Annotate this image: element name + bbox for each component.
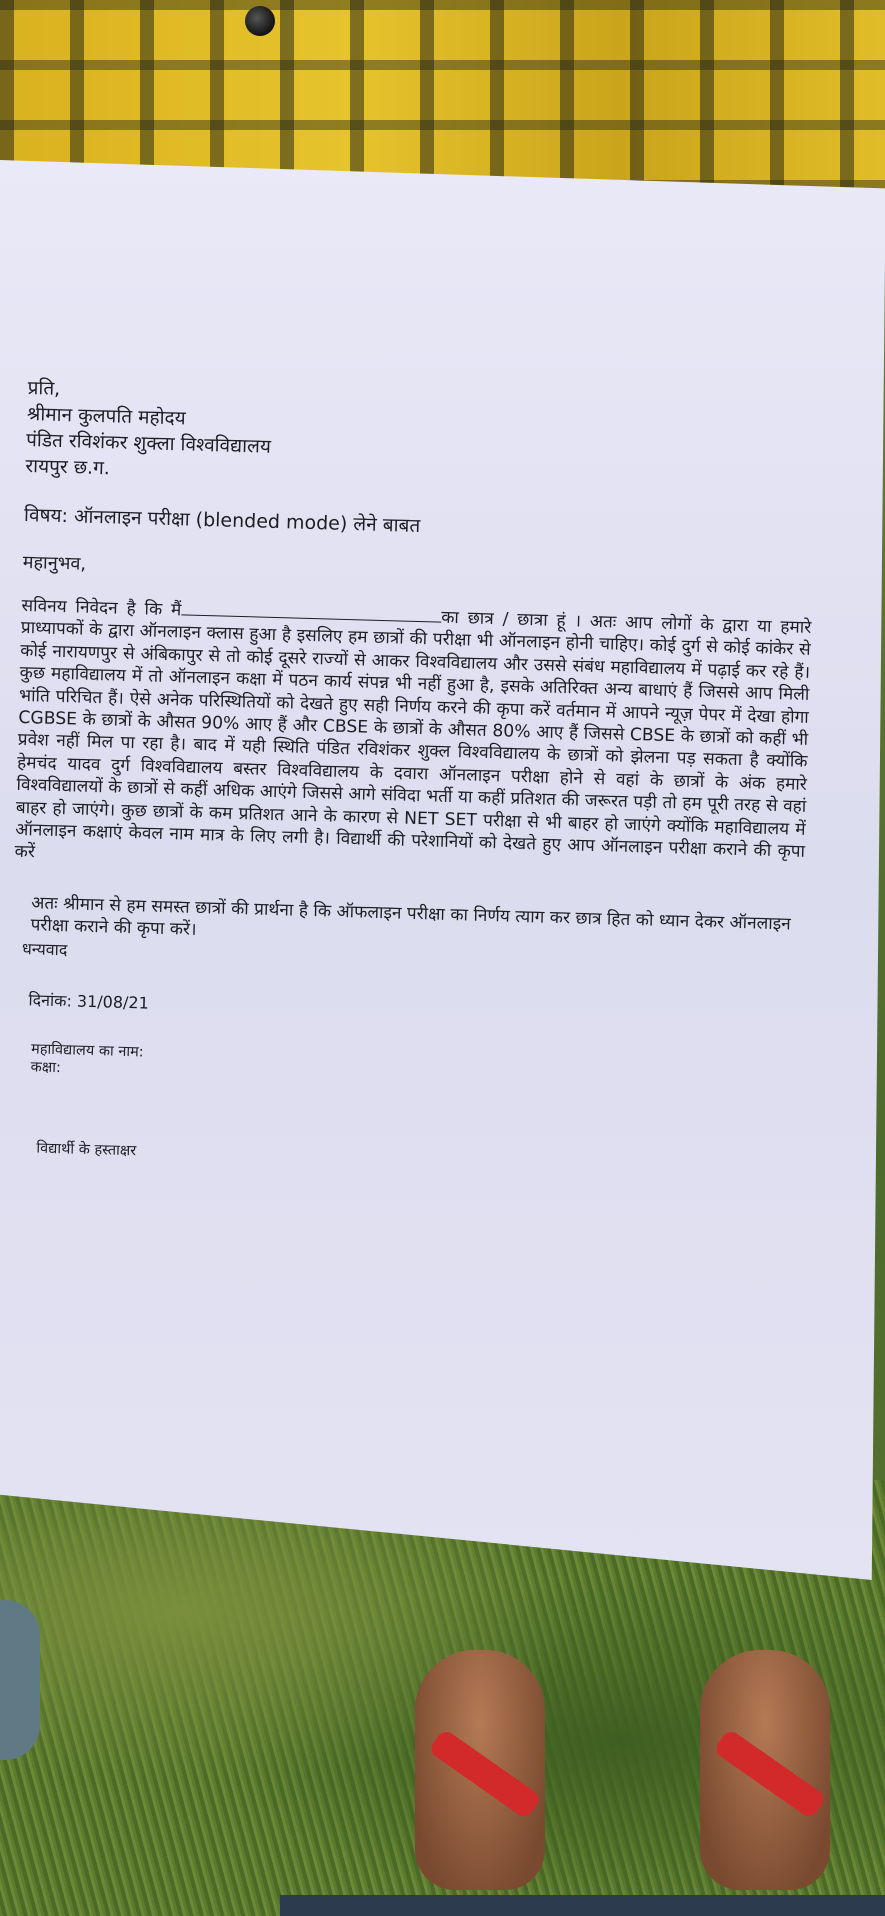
college-details <box>8 1040 799 1098</box>
shirt-button <box>245 6 275 36</box>
sandal-strap <box>713 1728 827 1820</box>
recipient-line: रायपुर छ.ग. <box>25 454 111 480</box>
signature-label: विद्यार्थी के हस्ताक्षर <box>36 1140 137 1160</box>
jeans <box>280 1895 885 1916</box>
recipient-line: श्रीमान कुलपति महोदय <box>26 402 186 430</box>
letter <box>6 375 818 1182</box>
recipient-line: पंडित रविशंकर शुक्ला विश्वविद्यालय <box>25 428 272 458</box>
name-blank-line <box>181 600 441 622</box>
college-name-label: महाविद्यालय का नाम: <box>30 1041 144 1061</box>
shoe <box>0 1600 40 1760</box>
recipient-address <box>25 375 818 501</box>
recipient-line: प्रति, <box>27 376 61 400</box>
letter-body <box>14 595 811 886</box>
right-foot <box>700 1650 830 1890</box>
shirt-fabric-background <box>0 0 885 190</box>
closing-request: अतः श्रीमान से हम समस्त छात्रों की प्रार्थना है कि ऑफलाइन परीक्षा का निर्णय त्याग कर छात्र हित को ध्यान देकर ऑनलाइन परीक्षा कराने की कृपा करें। <box>30 893 792 940</box>
sandal-strap <box>428 1728 542 1820</box>
thanks: धन्यवाद <box>21 938 68 960</box>
class-label: कक्षा: <box>30 1059 62 1077</box>
left-foot <box>415 1650 545 1890</box>
body-main: का छात्र / छात्रा हूं । अतः आप लोगों के द्वारा या हमारे प्राध्यापकों के द्वारा ऑनलाइन क्लास हुआ है इसलिए हम छात्रों की परीक्षा भी ऑनलाइन होनी चाहिए। कोई दुर्ग से कोई कांकेर से कोई नारायणपुर से अंबिकापुर से तो कोई दूसरे राज्यों से आकर विश्वविद्यालय और उससे संबंध महाविद्यालय में पढ़ाई कर रहे हैं। कुछ महाविद्यालय में तो ऑनलाइन कक्षा में पठन कार्य संपन्न भी नहीं हुआ है, इसके अतिरिक्त अन्य बाधाएं हैं जिससे आप मिली भांति परिचित हैं। ऐसे अनेक परिस्थितियों को देखते हुए सही निर्णय करने की कृपा करें वर्तमान में आपने न्यूज़ पेपर में देखा होगा CGBSE के छात्रों के औसत 90% आए हैं और CBSE के छात्रों के औसत 80% आए हैं जिससे CBSE के छात्रों को कहीं भी प्रवेश नहीं मिल पा रहा है। बाद में यही स्थिति पंडित रविशंकर शुक्ल विश्वविद्यालय के छात्रों को झेलना पड़ सकता है क्योंकि हेमचंद यादव दुर्ग विश्वविद्यालय बस्तर विश्वविद्यालय के दवारा ऑनलाइन परीक्षा होने से वहां के छात्रों के अंक हमारे विश्वविद्यालयों के छात्रों से कहीं अधिक आएंगे जिससे आगे संविदा भर्ती या कहीं प्रतिशत की जरूरत पड़ी तो हम पूरी तरह से वहां बाहर हो जाएंगे। कुछ छात्रों के कम प्रतिशत आने के कारण से NET SET परीक्षा से भी बाहर हो जाएंगे क्योंकि महाविद्यालय में ऑनलाइन कक्षाएं केवल नाम मात्र के लिए लगी है। विद्यार्थी की परेशानियों को देखते हुए आप ऑनलाइन परीक्षा कराने की कृपा करें <box>14 607 812 863</box>
letter-subject: विषय: ऑनलाइन परीक्षा (blended mode) लेने बाबत <box>23 503 421 538</box>
body-intro: सविनय निवेदन है कि मैं <box>21 595 182 621</box>
salutation: महानुभव, <box>22 551 87 575</box>
letter-date: दिनांक: 31/08/21 <box>28 990 150 1013</box>
